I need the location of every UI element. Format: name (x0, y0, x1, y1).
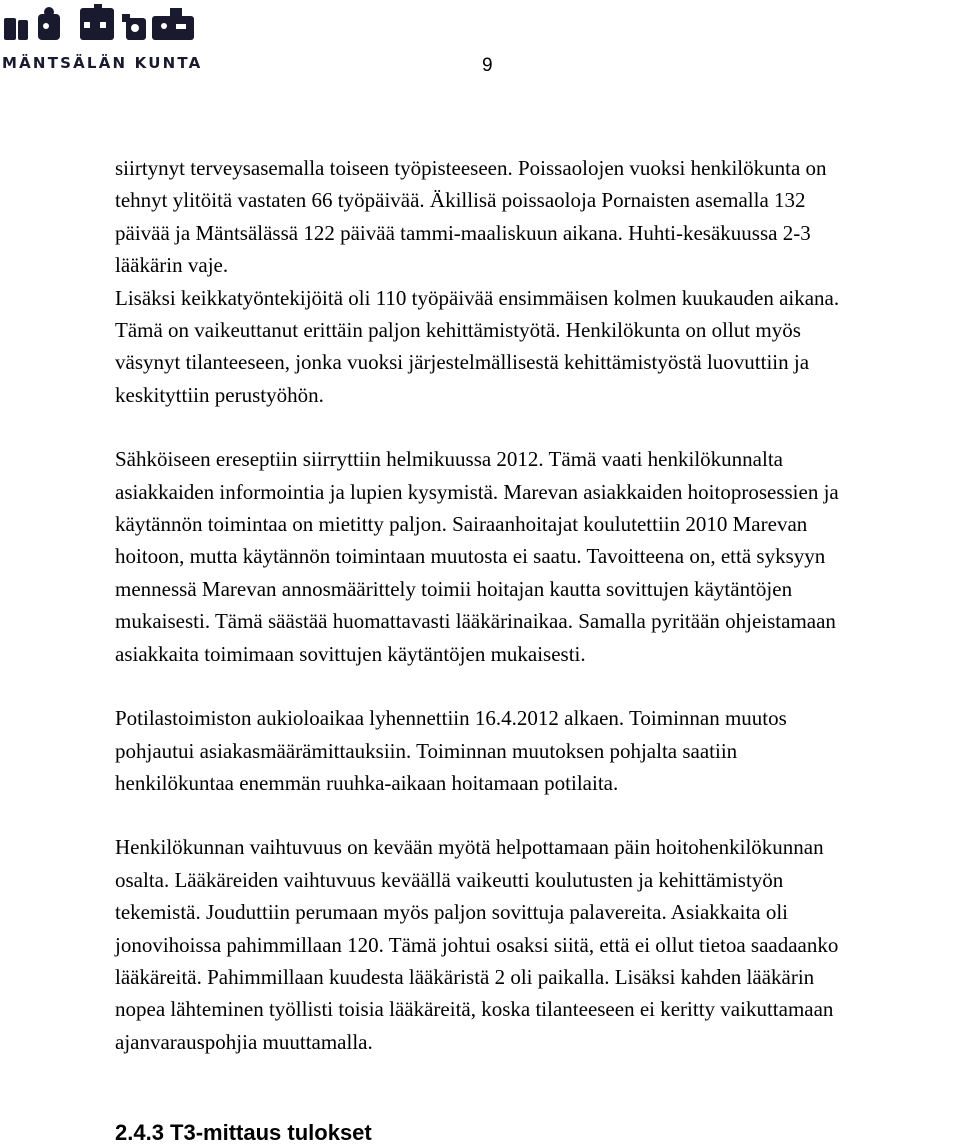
text-line: ajanvarauspohjia muuttamalla. (115, 1029, 373, 1054)
text-line: väsynyt tilanteeseen, jonka vuoksi järjestelmällisestä kehittämistyöstä luovuttiin ja (115, 350, 810, 375)
text-line: käytännön toimintaa on mietitty paljon. Sairaanhoitajat koulutettiin 2010 Marevan (115, 512, 808, 537)
page-number: 9 (482, 55, 493, 76)
text-line: mukaisesti. Tämä säästää huomattavasti lääkärinaikaa. Samalla pyritään ohjeistamaan (115, 609, 836, 634)
text-line: Henkilökunnan vaihtuvuus on kevään myötä helpottamaan päin hoitohenkilökunnan (115, 835, 824, 860)
text-line: jonovihoissa pahimmillaan 120. Tämä johtui osaksi siitä, että ei ollut tietoa saadaanko (115, 932, 839, 957)
text-line: lääkärin vaje. (115, 253, 229, 278)
text-line: asiakkaita toimimaan sovittujen käytäntöjen mukaisesti. (115, 641, 586, 666)
text-line: osalta. Lääkäreiden vaihtuvuus keväällä vaikeutti koulutusten ja kehittämistyön (115, 867, 784, 892)
text-line: Sähköiseen ereseptiin siirryttiin helmikuussa 2012. Tämä vaati henkilökunnalta (115, 447, 783, 472)
paragraph-spacer (115, 799, 955, 831)
text-line: nopea lähteminen työllisti toisia lääkäreitä, koska tilanteeseen ei keritty vaikuttamaan (115, 997, 834, 1022)
text-line: päivää ja Mäntsälässä 122 päivää tammi-maaliskuun aikana. Huhti-kesäkuussa 2-3 (115, 220, 811, 245)
text-line: asiakkaiden informointia ja lupien kysymistä. Marevan asiakkaiden hoitoprosessien ja (115, 479, 839, 504)
paragraph-spacer (115, 670, 955, 702)
text-line: tehnyt ylitöitä vastaten 66 työpäivää. Äkillisä poissaoloja Pornaisten asemalla 132 (115, 188, 806, 213)
paragraph (115, 443, 955, 670)
text-line: tekemistä. Jouduttiin perumaan myös paljon sovittuja palavereita. Asiakkaita oli (115, 900, 789, 925)
mantsala-logo-icon (2, 4, 202, 54)
text-line: hoitoon, mutta käytännön toimintaan muutosta ei saatu. Tavoitteena on, että syksyyn (115, 544, 826, 569)
logo-text: MÄNTSÄLÄN KUNTA (2, 54, 203, 72)
text-line: Tämä on vaikeuttanut erittäin paljon kehittämistyötä. Henkilökunta on ollut myös (115, 318, 801, 343)
paragraph (115, 702, 955, 799)
paragraph-spacer (115, 411, 955, 443)
text-line: mennessä Marevan annosmäärittely toimii hoitajan kautta sovittujen käytäntöjen (115, 576, 793, 601)
text-line: keskityttiin perustyöhön. (115, 382, 324, 407)
paragraph (115, 831, 955, 1058)
text-line: siirtynyt terveysasemalla toiseen työpisteeseen. Poissaolojen vuoksi henkilökunta on (115, 156, 827, 180)
text-line: Lisäksi keikkatyöntekijöitä oli 110 työpäivää ensimmäisen kolmen kuukauden aikana. (115, 285, 840, 310)
document-body (115, 152, 955, 1058)
text-line: lääkäreitä. Pahimmillaan kuudesta lääkäristä 2 oli paikalla. Lisäksi kahden lääkärin (115, 964, 815, 989)
section-heading: 2.4.3 T3-mittaus tulokset (115, 1120, 372, 1145)
municipality-logo (2, 4, 202, 72)
paragraph (115, 152, 955, 411)
text-line: pohjautui asiakasmäärämittauksiin. Toiminnan muutoksen pohjalta saatiin (115, 738, 738, 763)
text-line: henkilökuntaa enemmän ruuhka-aikaan hoitamaan potilaita. (115, 770, 619, 795)
text-line: Potilastoimiston aukioloaikaa lyhennettiin 16.4.2012 alkaen. Toiminnan muutos (115, 706, 787, 731)
